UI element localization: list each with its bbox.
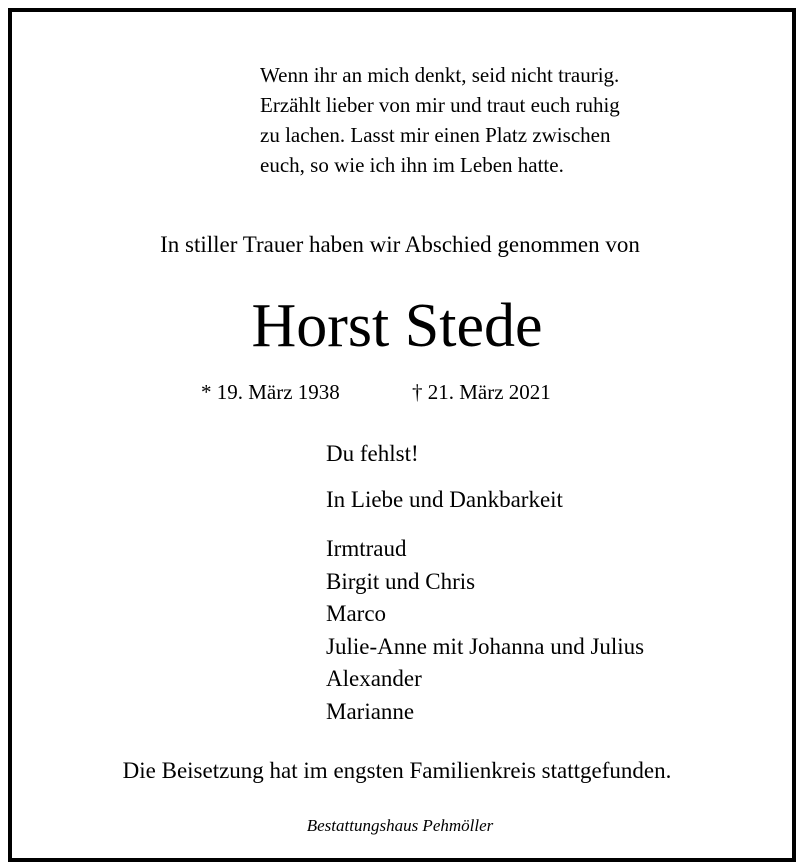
poem-line: Wenn ihr an mich denkt, seid nicht traurig.	[260, 63, 620, 87]
poem-line: euch, so wie ich ihn im Leben hatte.	[260, 153, 564, 177]
funeral-home: Bestattungshaus Pehmöller	[306, 816, 494, 835]
burial-note: Die Beisetzung hat im engsten Familienkreis stattgefunden.	[122, 758, 672, 783]
message-text: Du fehlst!	[326, 441, 419, 466]
mourner-name: Alexander	[326, 666, 422, 692]
poem	[260, 60, 620, 180]
mourner-name: Julie-Anne mit Johanna und Julius	[326, 633, 645, 659]
mourner-name: Birgit und Chris	[326, 568, 476, 594]
intro-text: In stiller Trauer haben wir Abschied genommen von	[160, 232, 640, 257]
deceased-name: Horst Stede	[251, 292, 543, 360]
mourner-name: Marco	[326, 601, 387, 627]
mourners-list	[326, 533, 644, 729]
poem-line: Erzählt lieber von mir und traut euch ruhig	[260, 93, 620, 117]
death-date: † 21. März 2021	[412, 380, 551, 404]
birth-date: * 19. März 1938	[201, 380, 340, 404]
mourner-name: Marianne	[326, 698, 415, 724]
poem-line: zu lachen. Lasst mir einen Platz zwischen	[260, 123, 611, 147]
closing-text: In Liebe und Dankbarkeit	[326, 487, 563, 512]
mourner-name: Irmtraud	[326, 536, 407, 561]
